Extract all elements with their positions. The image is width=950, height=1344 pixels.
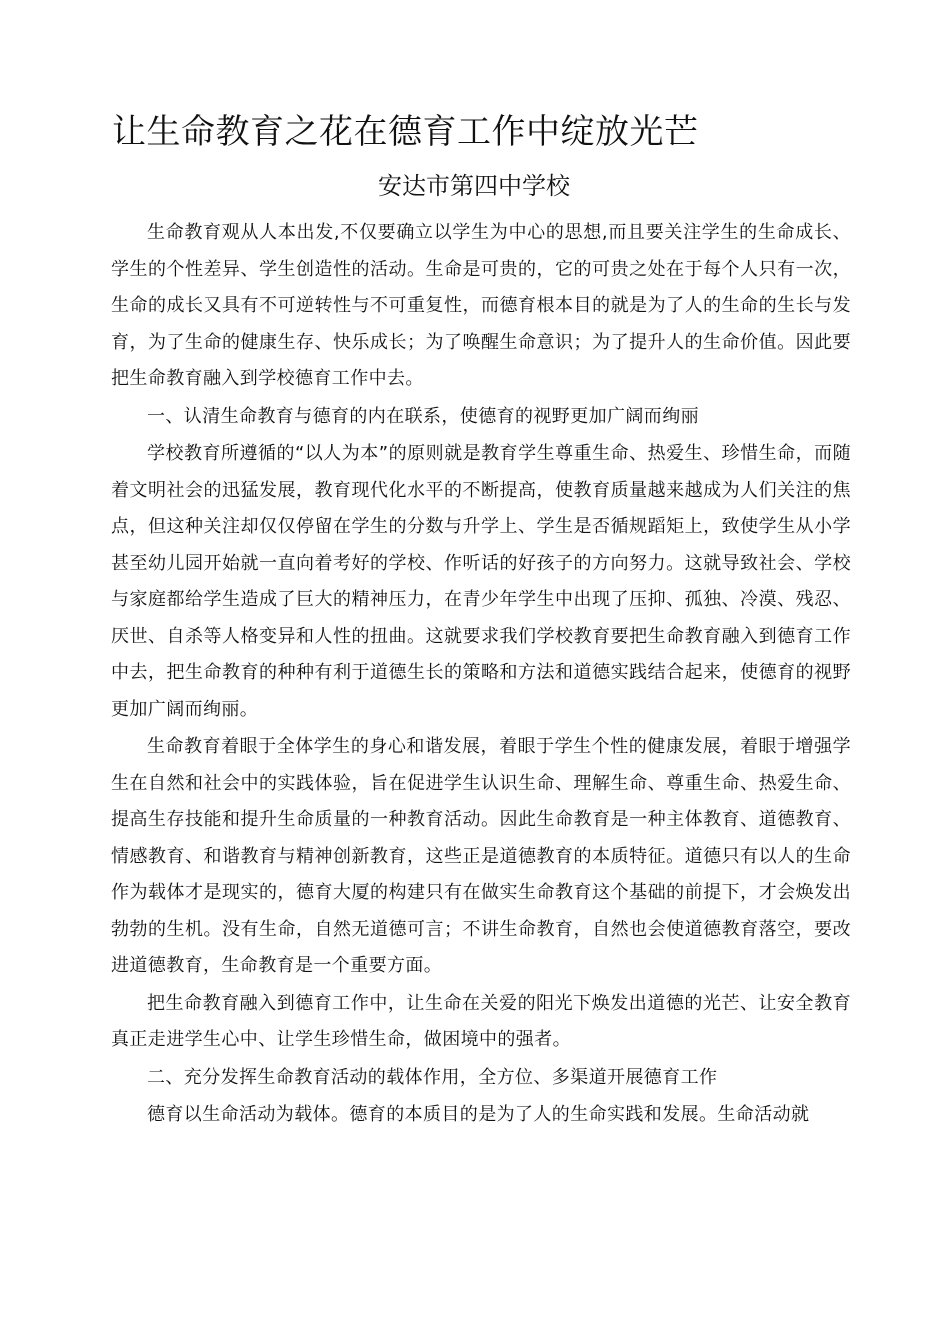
paragraph-intro: 生命教育观从人本出发,不仅要确立以学生为中心的思想,而且要关注学生的生命成长、学生的个性差异、学生创造性的活动。生命是可贵的，它的可贵之处在于每个人只有一次，生命的成长又具有不可逆转性与不可重复性，而德育根本目的就是为了人的生命的生长与发育，为了生命的健康生存、快乐成长；为了唤醒生命意识；为了提升人的生命价值。因此要把生命教育融入到学校德育工作中去。	[111, 222, 851, 389]
section-heading-1: 一、认清生命教育与德育的内在联系，使德育的视野更加广阔而绚丽	[147, 405, 699, 427]
document-title: 让生命教育之花在德育工作中绽放光芒	[112, 112, 699, 152]
paragraph-section1-c: 把生命教育融入到德育工作中，让生命在关爱的阳光下焕发出道德的光芒、让安全教育真正走进学生心中、让学生珍惜生命，做困境中的强者。	[111, 992, 851, 1050]
document-body	[111, 215, 851, 1135]
section-heading-2: 二、充分发挥生命教育活动的载体作用，全方位、多渠道开展德育工作	[147, 1066, 718, 1088]
paragraph-section2-a: 德育以生命活动为载体。德育的本质目的是为了人的生命实践和发展。生命活动就	[147, 1104, 810, 1125]
paragraph-section1-a: 学校教育所遵循的“以人为本”的原则就是教育学生尊重生命、热爱生、珍惜生命，而随着文明社会的迅猛发展，教育现代化水平的不断提高，使教育质量越来越成为人们关注的焦点，但这种关注却仅仅停留在学生的分数与升学上、学生是否循规蹈矩上，致使学生从小学甚至幼儿园开始就一直向着考好的学校、作听话的好孩子的方向努力。这就导致社会、学校与家庭都给学生造成了巨大的精神压力，在青少年学生中出现了压抑、孤独、冷漠、残忍、厌世、自杀等人格变异和人性的扭曲。这就要求我们学校教育要把生命教育融入到德育工作中去，把生命教育的种种有利于道德生长的策略和方法和道德实践结合起来，使德育的视野更加广阔而绚丽。	[111, 443, 851, 720]
document-subtitle: 安达市第四中学校	[378, 172, 570, 200]
paragraph-section1-b: 生命教育着眼于全体学生的身心和谐发展，着眼于学生个性的健康发展，着眼于增强学生在自然和社会中的实践体验，旨在促进学生认识生命、理解生命、尊重生命、热爱生命、提高生存技能和提升生命质量的一种教育活动。因此生命教育是一种主体教育、道德教育、情感教育、和谐教育与精神创新教育，这些正是道德教育的本质特征。道德只有以人的生命作为载体才是现实的，德育大厦的构建只有在做实生命教育这个基础的前提下，才会焕发出勃勃的生机。没有生命，自然无道德可言；不讲生命教育，自然也会使道德教育落空，要改进道德教育，生命教育是一个重要方面。	[111, 736, 851, 976]
